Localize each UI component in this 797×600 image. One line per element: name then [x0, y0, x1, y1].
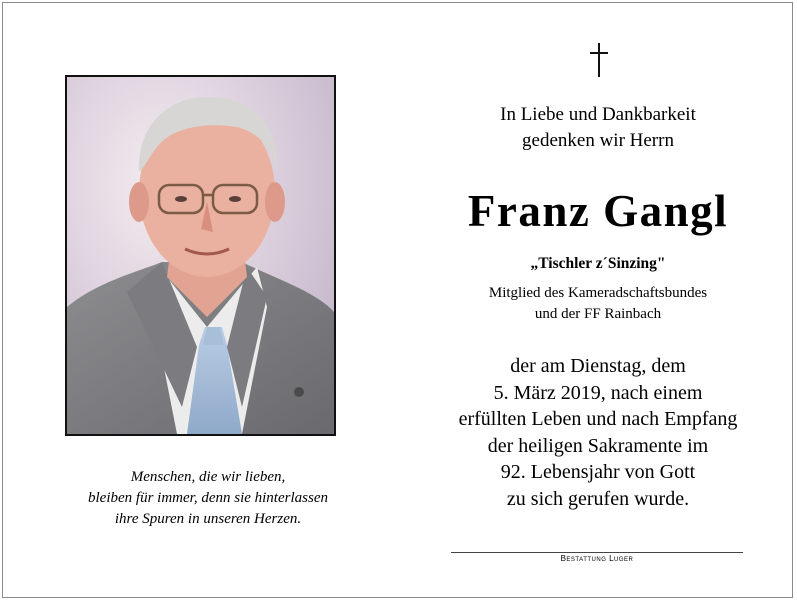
quote-line: ihre Spuren in unseren Herzen.	[114, 511, 302, 527]
membership-text	[433, 283, 763, 325]
intro-text	[433, 102, 763, 154]
memorial-quote	[33, 467, 383, 530]
obituary-line: 5. März 2019, nach einem	[493, 381, 703, 404]
cross-icon	[588, 43, 610, 79]
obituary-line: zu sich gerufen wurde.	[506, 487, 690, 510]
intro-line: gedenken wir Herrn	[522, 130, 674, 151]
intro-line: In Liebe und Dankbarkeit	[500, 104, 696, 125]
divider	[451, 552, 743, 553]
nickname: „Tischler z´Sinzing"	[530, 255, 666, 272]
portrait-photo	[65, 75, 336, 436]
memorial-card	[2, 2, 793, 598]
obituary-line: erfüllten Leben und nach Empfang	[458, 408, 738, 430]
membership-line: Mitglied des Kameradschaftsbundes	[488, 285, 708, 301]
obituary-line: der am Dienstag, dem	[510, 355, 686, 377]
deceased-name: Franz Gangl	[467, 186, 729, 236]
obituary-line: der heiligen Sakramente im	[487, 434, 709, 457]
undertaker-name: Bestattung Luger	[560, 554, 634, 563]
obituary-text	[433, 353, 763, 512]
quote-line: Menschen, die wir lieben,	[130, 469, 286, 485]
portrait-image	[67, 77, 334, 434]
obituary-line: 92. Lebensjahr von Gott	[500, 461, 696, 483]
quote-line: bleiben für immer, denn sie hinterlassen	[88, 490, 328, 506]
membership-line: und der FF Rainbach	[534, 306, 662, 322]
